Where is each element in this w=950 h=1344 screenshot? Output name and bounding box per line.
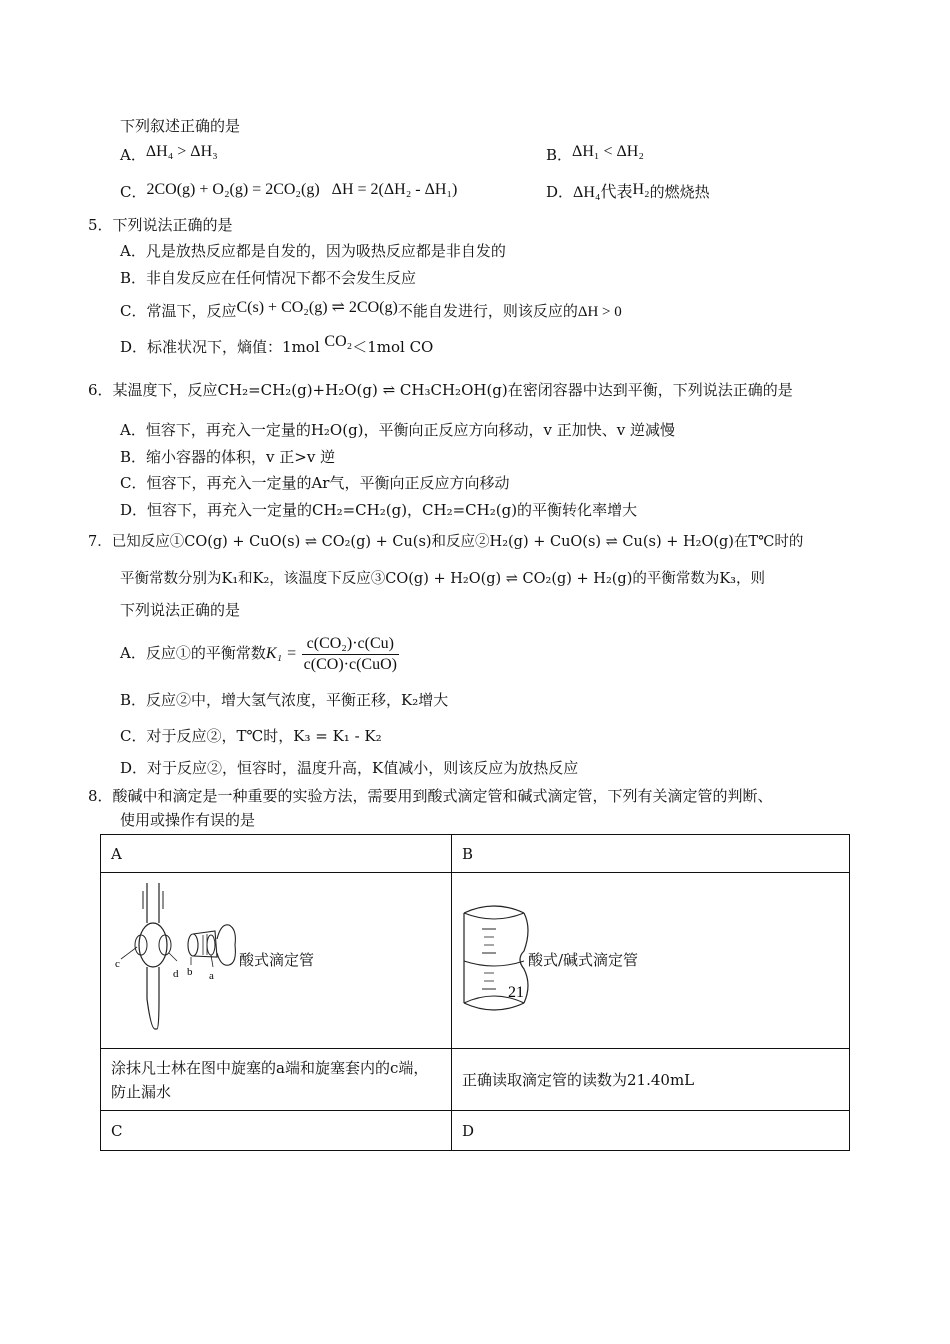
q8-cell-a-description bbox=[101, 1049, 452, 1111]
q6-stem: 6．某温度下，反应CH₂=CH₂(g)+H₂O(g) ⇌ CH₃CH₂OH(g)在密闭容器中达到平衡，下列说法正确的是 bbox=[88, 381, 793, 399]
q5-option-d bbox=[120, 333, 434, 358]
q7-a-k1: K₁ = bbox=[265, 645, 297, 662]
q5-option-c bbox=[120, 301, 622, 322]
q4-option-b bbox=[546, 145, 644, 166]
q7-a-numerator: c(CO₂)·c(Cu) bbox=[302, 634, 399, 655]
q4-c-math: 2CO(g) + O₂(g) = 2CO₂(g) ΔH = 2(ΔH₂ - ΔH₁) bbox=[146, 181, 458, 198]
q7-a-denominator: c(CO)·c(CuO) bbox=[303, 655, 397, 673]
label-d: d bbox=[173, 968, 179, 980]
q4-c-label: C． bbox=[120, 183, 147, 201]
q5-c-equation: C(s) + CO₂(g) ⇌ 2CO(g) bbox=[236, 299, 398, 316]
q6-option-b: B．缩小容器的体积，v 正>v 逆 bbox=[120, 448, 336, 466]
q5-c-dh: ΔH > 0 bbox=[577, 304, 622, 320]
q4-d-label: D． bbox=[546, 183, 574, 201]
q8-line-2: 使用或操作有误的是 bbox=[120, 811, 256, 829]
q8-cell-b-description bbox=[452, 1049, 850, 1111]
q5-stem: 5．下列说法正确的是 bbox=[88, 216, 233, 234]
q8-options-table bbox=[100, 834, 850, 1151]
q8-cell-b-figure bbox=[452, 873, 850, 1049]
label-c: c bbox=[115, 958, 120, 970]
q4-stem: 下列叙述正确的是 bbox=[120, 117, 241, 135]
q7-option-c: C．对于反应②，T℃时，K₃ = K₁ - K₂ bbox=[120, 727, 382, 745]
q4-option-c bbox=[120, 182, 457, 203]
q4-d-post: 的燃烧热 bbox=[649, 183, 710, 201]
scale-number-21: 21 bbox=[508, 984, 524, 1001]
acid-burette-stopcock-diagram bbox=[107, 879, 247, 1039]
q8-line-1: 8．酸碱中和滴定是一种重要的实验方法，需要用到酸式滴定管和碱式滴定管，下列有关滴定管的判断、 bbox=[88, 787, 773, 805]
label-a: a bbox=[209, 970, 214, 982]
q8-b-description-text: 正确读取滴定管的读数为21.40mL bbox=[462, 1071, 695, 1089]
q5-c-pre: C．常温下，反应 bbox=[120, 302, 237, 320]
label-b: b bbox=[187, 966, 193, 978]
q7-option-b: B．反应②中，增大氢气浓度，平衡正移，K₂增大 bbox=[120, 691, 449, 709]
q4-option-a bbox=[120, 145, 218, 166]
q7-a-pre: A．反应①的平衡常数 bbox=[120, 644, 266, 662]
q4-d-h2: H₂ bbox=[632, 181, 650, 198]
q7-option-a bbox=[120, 623, 399, 684]
q5-option-b: B．非自发反应在任何情况下都不会发生反应 bbox=[120, 269, 417, 287]
q5-d-co2: CO₂ bbox=[324, 333, 353, 350]
q7-line-3: 下列说法正确的是 bbox=[120, 601, 241, 619]
q4-a-label: A． bbox=[120, 146, 146, 164]
q4-a-math: ΔH₄ > ΔH₃ bbox=[145, 143, 218, 160]
q8-cell-c-header: C bbox=[101, 1111, 452, 1151]
q6-option-d: D．恒容下，再充入一定量的CH₂=CH₂(g)，CH₂=CH₂(g)的平衡转化率增大 bbox=[120, 501, 638, 519]
q8-a-description-text: 涂抹凡士林在图中旋塞的a端和旋塞套内的c端，防止漏水 bbox=[111, 1058, 429, 1101]
q5-d-post: ＜1mol CO bbox=[352, 338, 434, 356]
q5-option-a: A．凡是放热反应都是自发的，因为吸热反应都是非自发的 bbox=[120, 242, 506, 260]
q8-cell-a-header: A bbox=[101, 835, 452, 873]
q8-a-figure-label: 酸式滴定管 bbox=[239, 951, 315, 969]
q4-option-d bbox=[546, 182, 710, 203]
q5-d-pre: D．标准状况下，熵值：1mol bbox=[120, 338, 325, 356]
q4-b-label: B． bbox=[546, 146, 573, 164]
q7-a-fraction bbox=[302, 634, 399, 675]
q8-b-figure-label: 酸式/碱式滴定管 bbox=[528, 951, 639, 969]
q5-c-post: 不能自发进行，则该反应的 bbox=[397, 302, 578, 320]
q6-option-a: A．恒容下，再充入一定量的H₂O(g)，平衡向正反应方向移动，v 正加快、v 逆减慢 bbox=[120, 421, 676, 439]
q7-line-2: 平衡常数分别为K₁和K₂，该温度下反应③CO(g) + H₂O(g) ⇌ CO₂(g) + H₂(g)的平衡常数为K₃，则 bbox=[120, 571, 765, 587]
q7-line-1: 7．已知反应①CO(g) + CuO(s) ⇌ CO₂(g) + Cu(s)和反应②H₂(g) + CuO(s) ⇌ Cu(s) + H₂O(g)在T℃时的 bbox=[88, 534, 804, 550]
q4-b-math: ΔH₁ < ΔH₂ bbox=[572, 143, 644, 160]
q8-cell-d-header: D bbox=[452, 1111, 850, 1151]
q6-option-c: C．恒容下，再充入一定量的Ar气，平衡向正反应方向移动 bbox=[120, 474, 510, 492]
q8-cell-a-figure bbox=[101, 873, 452, 1049]
q8-cell-b-header: B bbox=[452, 835, 850, 873]
q7-option-d: D．对于反应②，恒容时，温度升高，K值减小，则该反应为放热反应 bbox=[120, 759, 579, 777]
q4-d-math: ΔH₄代表 bbox=[573, 184, 633, 201]
